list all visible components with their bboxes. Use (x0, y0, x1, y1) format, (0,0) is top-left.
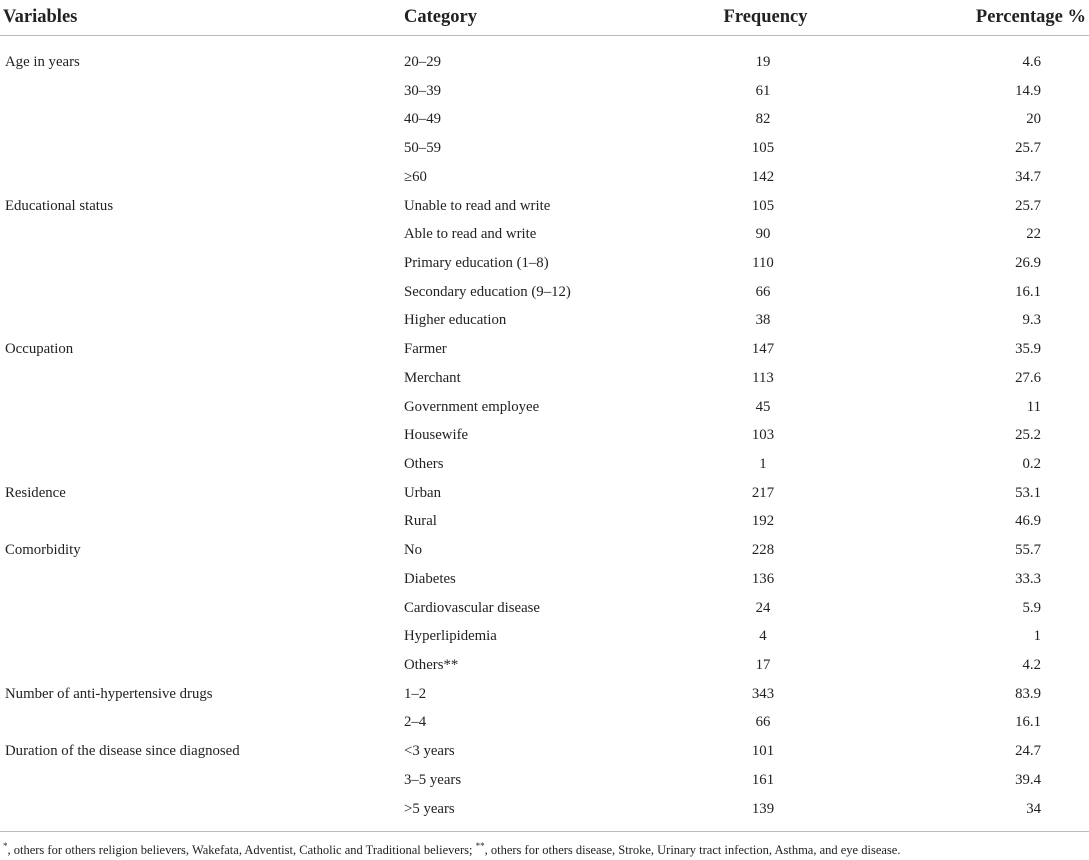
cell-percentage: 25.7 (1015, 140, 1041, 157)
cell-category: Diabetes (404, 570, 456, 587)
cell-frequency: 17 (755, 657, 771, 674)
cell-frequency: 110 (752, 254, 774, 271)
cell-category: No (404, 542, 423, 559)
cell-variable (0, 163, 404, 192)
cell-category: >5 years (404, 800, 455, 817)
cell-frequency: 45 (755, 398, 771, 415)
cell-category: Farmer (404, 341, 447, 358)
cell-frequency: 228 (751, 542, 775, 559)
cell-frequency: 161 (751, 771, 775, 788)
cell-frequency: 142 (751, 168, 775, 185)
cell-category: <3 years (404, 743, 455, 760)
cell-percentage: 35.9 (1015, 341, 1041, 358)
cell-frequency: 38 (755, 312, 771, 329)
cell-variable (0, 450, 404, 479)
table-row (0, 766, 1089, 795)
cell-frequency: 61 (755, 82, 771, 99)
cell-variable (0, 364, 404, 393)
cell-variable (0, 565, 404, 594)
cell-category: Others** (404, 657, 459, 674)
cell-variable (0, 795, 404, 824)
cell-frequency: 66 (755, 714, 771, 731)
table-row (0, 278, 1089, 307)
cell-category: 50–59 (404, 140, 441, 157)
cell-frequency: 19 (755, 53, 771, 70)
table-row (0, 450, 1089, 479)
footnote (3, 841, 900, 858)
footnote-mark-2: ** (475, 841, 485, 851)
cell-variable: Comorbidity (5, 542, 81, 559)
cell-category: Government employee (404, 398, 540, 415)
cell-percentage: 25.7 (1015, 197, 1041, 214)
cell-category: 40–49 (404, 111, 441, 128)
table-row (0, 565, 1089, 594)
cell-category: Merchant (404, 369, 461, 386)
cell-variable (0, 220, 404, 249)
cell-variable: Number of anti-hypertensive drugs (5, 685, 213, 702)
cell-frequency: 4 (759, 628, 767, 645)
cell-variable (0, 134, 404, 163)
cell-category: 30–39 (404, 82, 441, 99)
table-row (0, 220, 1089, 249)
cell-percentage: 83.9 (1015, 685, 1041, 702)
cell-category: Secondary education (9–12) (404, 283, 571, 300)
cell-percentage: 14.9 (1015, 82, 1041, 99)
cell-percentage: 33.3 (1015, 570, 1041, 587)
cell-variable (0, 105, 404, 134)
cell-variable (0, 709, 404, 738)
cell-variable (0, 622, 404, 651)
cell-category: Urban (404, 484, 441, 501)
cell-variable (0, 508, 404, 537)
table-row (0, 479, 1089, 508)
cell-frequency: 113 (752, 369, 774, 386)
footnote-mark-1: * (3, 841, 8, 851)
cell-percentage: 1 (1033, 628, 1041, 645)
cell-category: Able to read and write (404, 226, 537, 243)
cell-frequency: 105 (751, 197, 775, 214)
cell-frequency: 103 (751, 427, 775, 444)
cell-percentage: 16.1 (1015, 714, 1041, 731)
cell-percentage: 20 (1026, 111, 1041, 128)
table-row (0, 163, 1089, 192)
cell-percentage: 25.2 (1015, 427, 1041, 444)
bottom-rule (0, 831, 1089, 832)
cell-variable: Occupation (5, 341, 74, 358)
cell-frequency: 24 (755, 599, 771, 616)
cell-category: 3–5 years (404, 771, 462, 788)
cell-percentage: 16.1 (1015, 283, 1041, 300)
table-row (0, 134, 1089, 163)
cell-percentage: 11 (1026, 398, 1041, 415)
cell-frequency: 147 (751, 341, 775, 358)
cell-frequency: 343 (751, 685, 775, 702)
table-row (0, 249, 1089, 278)
cell-frequency: 90 (755, 226, 771, 243)
cell-frequency: 101 (751, 743, 775, 760)
table-row (0, 622, 1089, 651)
table-row (0, 737, 1089, 766)
table-row (0, 105, 1089, 134)
cell-variable (0, 594, 404, 623)
cell-category: 1–2 (404, 685, 427, 702)
cell-percentage: 55.7 (1015, 542, 1041, 559)
cell-variable (0, 77, 404, 106)
cell-frequency: 192 (751, 513, 775, 530)
header-frequency: Frequency (723, 7, 808, 27)
table-row (0, 306, 1089, 335)
cell-category: Rural (404, 513, 437, 530)
cell-variable (0, 651, 404, 680)
table-row (0, 48, 1089, 77)
table-row (0, 536, 1089, 565)
cell-variable (0, 278, 404, 307)
cell-variable (0, 306, 404, 335)
cell-percentage: 22 (1026, 226, 1041, 243)
cell-percentage: 26.9 (1015, 254, 1041, 271)
cell-frequency: 82 (755, 111, 771, 128)
cell-category: ≥60 (404, 168, 427, 185)
cell-category: Unable to read and write (404, 197, 551, 214)
cell-percentage: 4.6 (1022, 53, 1041, 70)
cell-category: Higher education (404, 312, 507, 329)
cell-percentage: 0.2 (1022, 456, 1041, 473)
table-row (0, 651, 1089, 680)
cell-percentage: 53.1 (1015, 484, 1041, 501)
cell-percentage: 5.9 (1022, 599, 1041, 616)
cell-frequency: 139 (751, 800, 775, 817)
cell-category: 20–29 (404, 53, 441, 70)
table-row (0, 508, 1089, 537)
cell-category: Others (404, 456, 444, 473)
cell-variable (0, 393, 404, 422)
table-row (0, 680, 1089, 709)
footnote-text-2: , others for others disease, Stroke, Urinary tract infection, Asthma, and eye disease. (484, 843, 901, 858)
cell-frequency: 136 (751, 570, 775, 587)
header-category: Category (404, 7, 477, 27)
cell-variable (0, 766, 404, 795)
table-row (0, 364, 1089, 393)
table-row (0, 421, 1089, 450)
cell-percentage: 39.4 (1015, 771, 1041, 788)
table-row (0, 77, 1089, 106)
cell-percentage: 34.7 (1015, 168, 1041, 185)
cell-percentage: 46.9 (1015, 513, 1041, 530)
cell-category: Housewife (404, 427, 469, 444)
table-row (0, 795, 1089, 824)
cell-category: Cardiovascular disease (404, 599, 540, 616)
table-row (0, 393, 1089, 422)
cell-variable: Age in years (5, 53, 80, 70)
cell-variable (0, 249, 404, 278)
table-row (0, 335, 1089, 364)
footnote-text-1: , others for others religion believers, Wakefata, Adventist, Catholic and Traditional believers; (7, 843, 476, 858)
cell-variable: Educational status (5, 197, 114, 214)
cell-category: Hyperlipidemia (404, 628, 497, 645)
cell-frequency: 1 (759, 456, 767, 473)
cell-variable: Residence (5, 484, 66, 501)
cell-percentage: 9.3 (1022, 312, 1041, 329)
header-percentage: Percentage % (975, 7, 1086, 27)
cell-percentage: 34 (1026, 800, 1041, 817)
cell-percentage: 24.7 (1015, 743, 1041, 760)
cell-category: Primary education (1–8) (404, 254, 549, 271)
cell-variable: Duration of the disease since diagnosed (5, 743, 240, 760)
cell-variable (0, 421, 404, 450)
cell-frequency: 66 (755, 283, 771, 300)
cell-percentage: 4.2 (1022, 657, 1041, 674)
table-row (0, 192, 1089, 221)
table-row (0, 594, 1089, 623)
table-row (0, 709, 1089, 738)
cell-percentage: 27.6 (1015, 369, 1041, 386)
table-body (0, 36, 1089, 824)
header-variables: Variables (3, 7, 78, 27)
cell-frequency: 217 (751, 484, 775, 501)
cell-frequency: 105 (751, 140, 775, 157)
header-row (0, 0, 1089, 36)
cell-category: 2–4 (404, 714, 427, 731)
